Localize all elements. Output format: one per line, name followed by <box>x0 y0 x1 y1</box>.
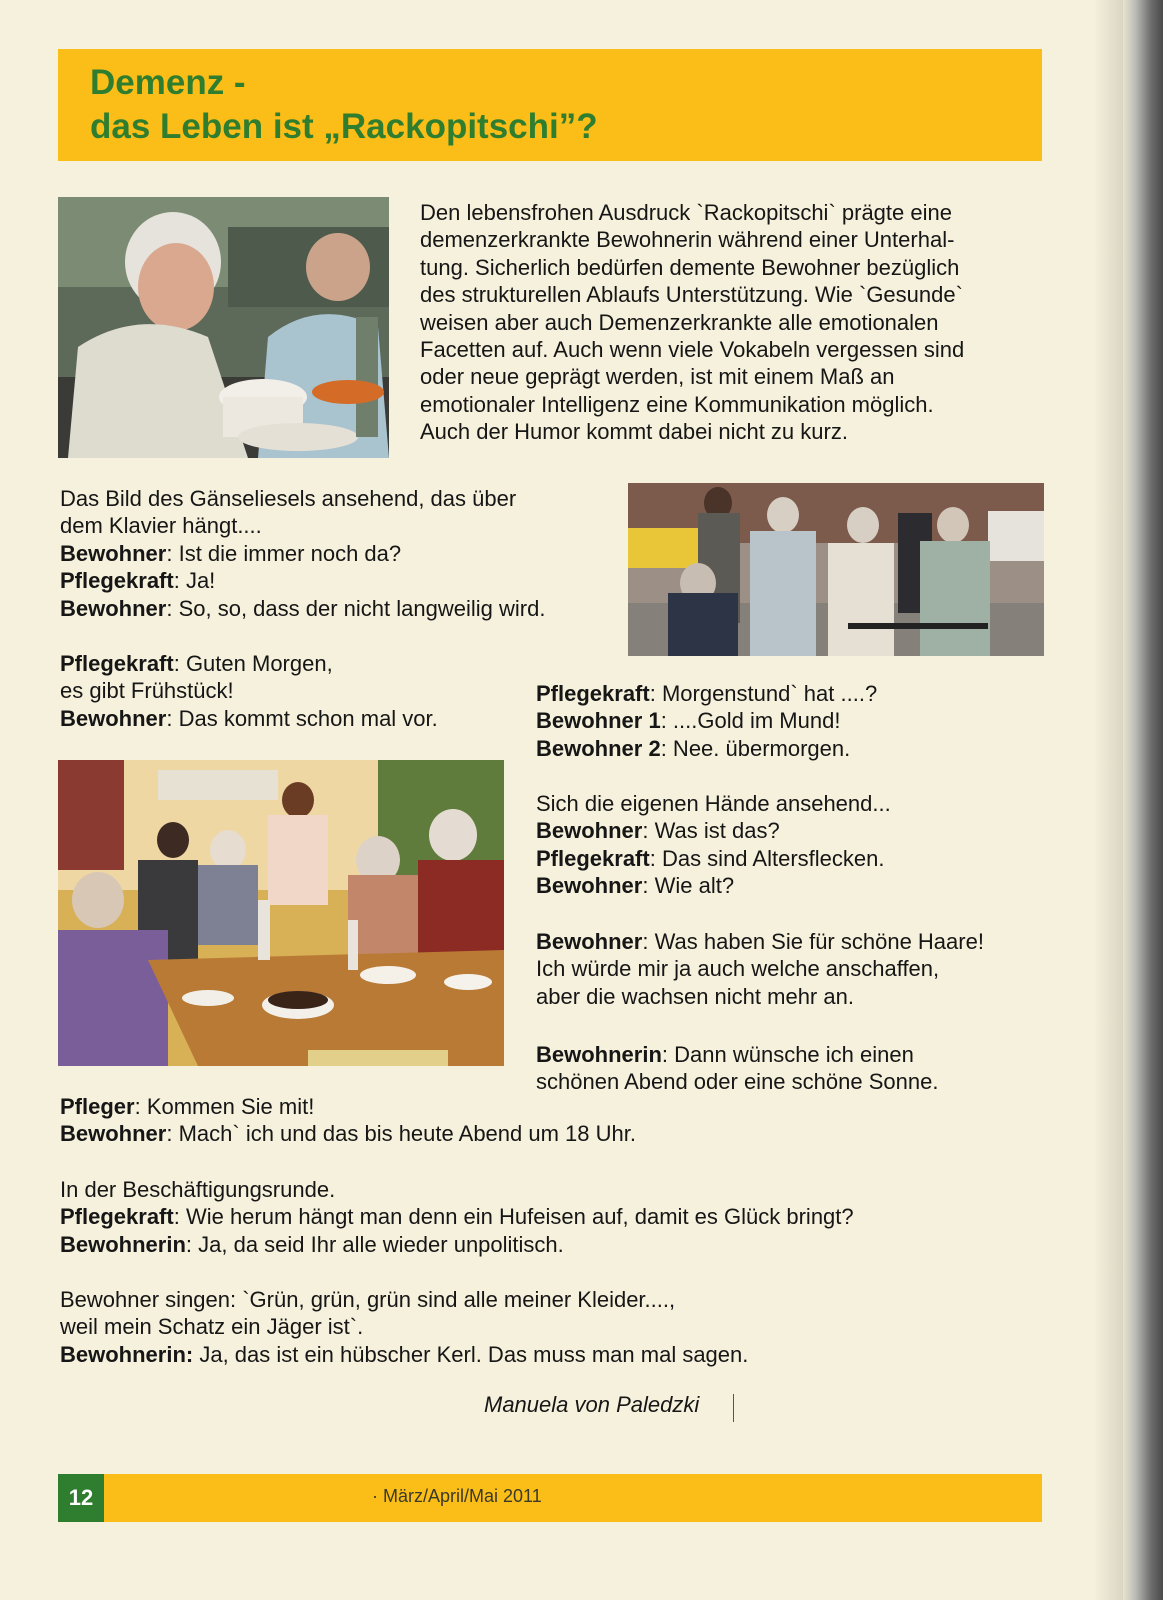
narration-line: schönen Abend oder eine schöne Sonne. <box>536 1069 939 1095</box>
speaker: Bewohner <box>536 873 643 899</box>
utterance: : Was haben Sie für schöne Haare! <box>642 929 984 954</box>
speaker: Bewohnerin <box>536 1042 662 1067</box>
dialogue-block-morgenstund <box>536 680 877 762</box>
intro-line: demenzerkrankte Bewohnerin während einer Unterhal- <box>420 227 955 253</box>
dialogue-line <box>536 817 891 844</box>
dialogue-block-gaenseliesel <box>60 485 545 622</box>
dialogue-block-haare <box>536 928 984 1010</box>
utterance: : Dann wünsche ich einen <box>661 1042 914 1067</box>
utterance: : Wie alt? <box>642 873 735 899</box>
dialogue-line <box>60 595 545 622</box>
speaker: Bewohner <box>60 1121 167 1147</box>
speaker: Bewohner <box>60 705 167 731</box>
utterance: Ja, das ist ein hübscher Kerl. Das muss man mal sagen. <box>193 1341 749 1367</box>
narration-line: weil mein Schatz ein Jäger ist`. <box>60 1314 364 1340</box>
speaker: Bewohner <box>60 595 167 621</box>
photo-residents-eating <box>58 197 389 458</box>
dialogue-block-fruehstueck <box>60 650 438 732</box>
narration-line: es gibt Frühstück! <box>60 678 234 704</box>
author-name: Manuela von Paledzki <box>484 1392 700 1417</box>
page-gutter <box>1093 0 1123 1600</box>
dialogue-line <box>536 845 891 872</box>
narration-line: Sich die eigenen Hände ansehend... <box>536 791 891 816</box>
dialogue-block-lied <box>60 1286 748 1368</box>
narration-line: Bewohner singen: `Grün, grün, grün sind alle meiner Kleider...., <box>60 1287 676 1312</box>
footer-band <box>58 1474 1042 1522</box>
dialogue-line <box>60 650 438 677</box>
utterance: : Ist die immer noch da? <box>166 540 402 566</box>
speaker: Bewohnerin: <box>60 1341 194 1367</box>
utterance: : Was ist das? <box>642 818 780 844</box>
narration-line: dem Klavier hängt.... <box>60 513 262 539</box>
dialogue-line <box>60 1093 636 1120</box>
dialogue-block-hufeisen <box>60 1176 854 1258</box>
photo-residents-walking <box>628 483 1044 656</box>
utterance: : Wie herum hängt man denn ein Hufeisen auf, damit es Glück bringt? <box>173 1204 854 1230</box>
utterance: : So, so, dass der nicht langweilig wird. <box>166 595 546 621</box>
speaker: Pfleger <box>60 1094 135 1119</box>
intro-line: Auch der Humor kommt dabei nicht zu kurz. <box>420 419 848 445</box>
title-band <box>58 49 1042 161</box>
intro-line: weisen aber auch Demenzerkrankte alle emotionalen <box>420 309 939 335</box>
intro-paragraph <box>420 199 964 446</box>
dialogue-line <box>536 735 877 762</box>
dialogue-line <box>536 707 877 734</box>
utterance: : Nee. übermorgen. <box>660 735 851 761</box>
dialogue-line <box>60 1120 636 1147</box>
narration-line: In der Beschäftigungsrunde. <box>60 1177 336 1202</box>
utterance: : Morgenstund` hat ....? <box>649 681 878 706</box>
dialogue-line <box>60 540 545 567</box>
dialogue-line <box>60 1341 748 1368</box>
article-title <box>90 61 598 149</box>
utterance: : Kommen Sie mit! <box>134 1094 315 1119</box>
intro-line: Den lebensfrohen Ausdruck `Rackopitschi` prägte eine <box>420 200 952 225</box>
speaker: Bewohner <box>536 929 643 954</box>
dialogue-line <box>536 928 984 955</box>
dialogue-block-abend <box>536 1041 938 1096</box>
intro-line: oder neue geprägt werden, ist mit einem Maß an <box>420 364 895 390</box>
dialogue-block-kommen <box>60 1093 636 1148</box>
utterance: : ....Gold im Mund! <box>660 708 841 734</box>
intro-line: Facetten auf. Auch wenn viele Vokabeln vergessen sind <box>420 337 965 363</box>
utterance: : Das sind Altersflecken. <box>649 845 885 871</box>
speaker: Bewohnerin <box>60 1231 186 1257</box>
dialogue-block-altersflecken <box>536 790 891 900</box>
dialogue-line <box>536 1041 938 1068</box>
page-number: 12 <box>58 1474 104 1522</box>
narration-line: aber die wachsen nicht mehr an. <box>536 983 854 1009</box>
title-line-1: Demenz - <box>90 63 246 102</box>
speaker: Pflegekraft <box>536 845 650 871</box>
utterance: : Das kommt schon mal vor. <box>166 705 438 731</box>
intro-line: emotionaler Intelligenz eine Kommunikation möglich. <box>420 391 934 417</box>
narration-line: Das Bild des Gänseliesels ansehend, das über <box>60 486 517 511</box>
utterance: : Ja! <box>173 568 216 594</box>
signature-divider <box>733 1394 734 1422</box>
title-line-2: das Leben ist „Rackopitschi”? <box>90 107 598 146</box>
narration-line: Ich würde mir ja auch welche anschaffen, <box>536 956 940 982</box>
dialogue-line <box>60 1231 854 1258</box>
speaker: Bewohner 2 <box>536 735 661 761</box>
utterance: : Guten Morgen, <box>173 651 333 676</box>
dialogue-line <box>536 872 891 899</box>
speaker: Pflegekraft <box>60 651 174 676</box>
speaker: Pflegekraft <box>60 1204 174 1230</box>
intro-line: des strukturellen Ablaufs Unterstützung. Wie `Gesunde` <box>420 282 963 308</box>
utterance: : Ja, da seid Ihr alle wieder unpolitisch. <box>185 1231 564 1257</box>
dialogue-line <box>536 680 877 707</box>
speaker: Bewohner <box>536 818 643 844</box>
issue-date: · März/April/Mai 2011 <box>372 1486 542 1506</box>
magazine-spine-shadow <box>1123 0 1163 1600</box>
dialogue-line <box>60 1203 854 1230</box>
speaker: Bewohner 1 <box>536 708 661 734</box>
speaker: Bewohner <box>60 540 167 566</box>
utterance: : Mach` ich und das bis heute Abend um 18 Uhr. <box>166 1121 636 1147</box>
intro-line: tung. Sicherlich bedürfen demente Bewohner bezüglich <box>420 254 960 280</box>
speaker: Pflegekraft <box>536 681 650 706</box>
photo-group-meal <box>58 760 504 1066</box>
speaker: Pflegekraft <box>60 568 174 594</box>
dialogue-line <box>60 705 438 732</box>
dialogue-line <box>60 567 545 594</box>
